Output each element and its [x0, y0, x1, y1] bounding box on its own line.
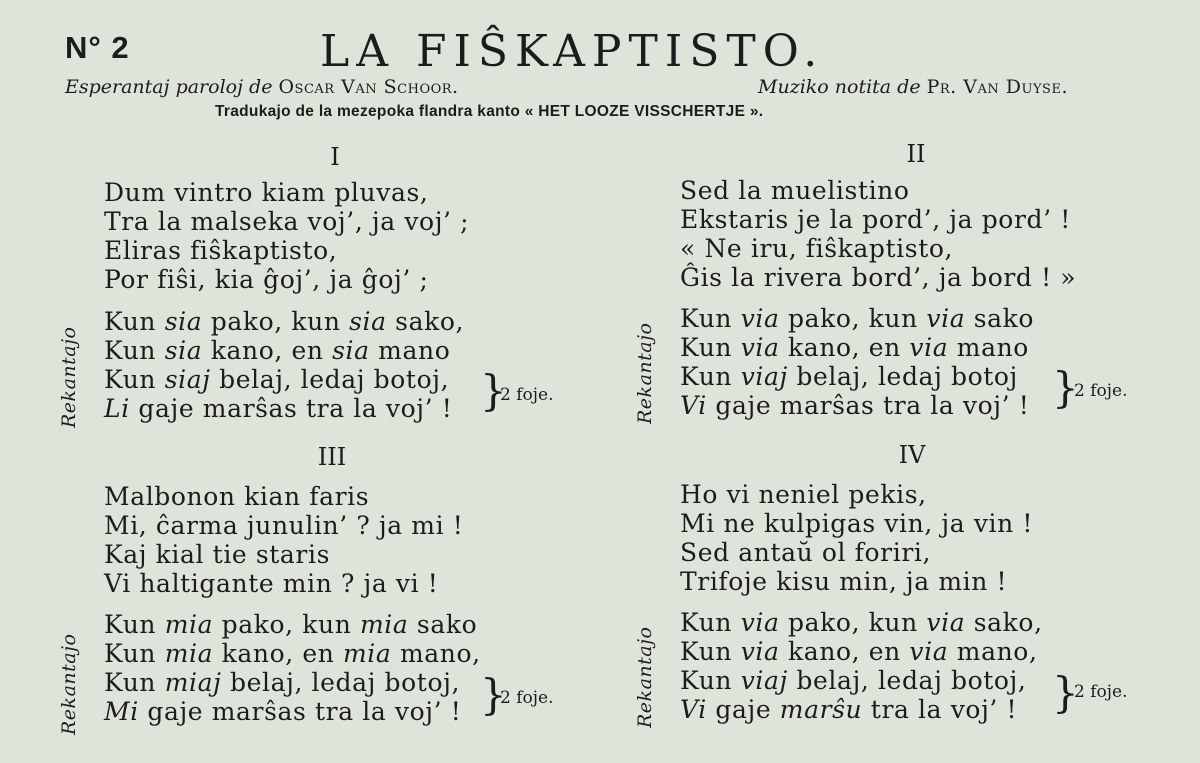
stanza-numeral: II: [906, 140, 926, 168]
repeat-brace: }: [480, 366, 507, 415]
refrain-line: Kun viaj belaj, ledaj botoj: [680, 362, 1018, 391]
verse-line: Malbonon kian faris: [104, 482, 370, 511]
verse-line: Ĝis la rivera bord’, ja bord ! »: [680, 263, 1077, 292]
repeat-brace: }: [1052, 668, 1079, 717]
refrain-line: Kun via kano, en via mano,: [680, 637, 1038, 666]
verse-line: Trifoje kisu min, ja min !: [680, 567, 1008, 596]
stanza-numeral: III: [317, 443, 347, 471]
repeat-note: 2 foje.: [500, 385, 554, 405]
refrain-line: Kun sia pako, kun sia sako,: [104, 307, 465, 336]
verse-line: Sed antaŭ ol foriri,: [680, 538, 932, 567]
refrain-line: Li gaje marŝas tra la voj’ !: [104, 394, 453, 423]
refrain-line: Kun mia pako, kun mia sako: [104, 610, 478, 639]
refrain-line: Vi gaje marŝas tra la voj’ !: [680, 391, 1030, 420]
lyrics-credit-prefix: Esperantaj paroloj de: [65, 76, 279, 98]
refrain-line: Kun siaj belaj, ledaj botoj,: [104, 365, 450, 394]
refrain-label: Rekantajo: [634, 626, 656, 728]
lyrics-credit: [65, 76, 459, 98]
verse-line: Ho vi neniel pekis,: [680, 480, 927, 509]
refrain-line: Kun miaj belaj, ledaj botoj,: [104, 668, 460, 697]
verse-line: Vi haltigante min ? ja vi !: [104, 569, 439, 598]
refrain-line: Kun via pako, kun via sako: [680, 304, 1035, 333]
song-number: N° 2: [65, 30, 130, 65]
verse-line: Por fiŝi, kia ĝoj’, ja ĝoj’ ;: [104, 265, 429, 294]
lyricist-name: Oscar Van Schoor.: [278, 76, 459, 98]
song-title: LA FIŜKAPTISTO.: [320, 26, 825, 77]
stanza-numeral: I: [330, 143, 340, 171]
verse-line: « Ne iru, fiŝkaptisto,: [680, 234, 954, 263]
verse-line: Sed la muelistino: [680, 176, 910, 205]
repeat-note: 2 foje.: [1074, 381, 1128, 401]
verse-line: Mi ne kulpigas vin, ja vin !: [680, 509, 1034, 538]
repeat-brace: }: [1052, 363, 1079, 412]
refrain-label: Rekantajo: [58, 633, 80, 735]
verse-line: Mi, ĉarma junulin’ ? ja mi !: [104, 511, 464, 540]
music-credit-prefix: Muziko notita de: [758, 76, 927, 98]
refrain-line: Kun sia kano, en sia mano: [104, 336, 451, 365]
verse-line: Eliras fiŝkaptisto,: [104, 236, 338, 265]
verse-line: Dum vintro kiam pluvas,: [104, 178, 429, 207]
repeat-note: 2 foje.: [500, 688, 554, 708]
refrain-line: Kun via pako, kun via sako,: [680, 608, 1043, 637]
verse-line: Ekstaris je la pord’, ja pord’ !: [680, 205, 1071, 234]
verse-line: Kaj kial tie staris: [104, 540, 331, 569]
refrain-line: Vi gaje marŝu tra la voj’ !: [680, 695, 1018, 724]
refrain-line: Kun mia kano, en mia mano,: [104, 639, 481, 668]
composer-name: Pr. Van Duyse.: [926, 76, 1068, 98]
repeat-brace: }: [480, 670, 507, 719]
refrain-line: Kun via kano, en via mano: [680, 333, 1029, 362]
refrain-line: Kun viaj belaj, ledaj botoj,: [680, 666, 1027, 695]
music-credit: [758, 76, 1068, 98]
translation-note: Tradukajo de la mezepoka flandra kanto « HET LOOZE VISSCHERTJE ».: [215, 103, 764, 120]
stanza-numeral: IV: [898, 441, 926, 469]
repeat-note: 2 foje.: [1074, 682, 1128, 702]
refrain-label: Rekantajo: [634, 322, 656, 424]
refrain-label: Rekantajo: [58, 326, 80, 428]
verse-line: Tra la malseka voj’, ja voj’ ;: [104, 207, 470, 236]
refrain-line: Mi gaje marŝas tra la voj’ !: [104, 697, 462, 726]
